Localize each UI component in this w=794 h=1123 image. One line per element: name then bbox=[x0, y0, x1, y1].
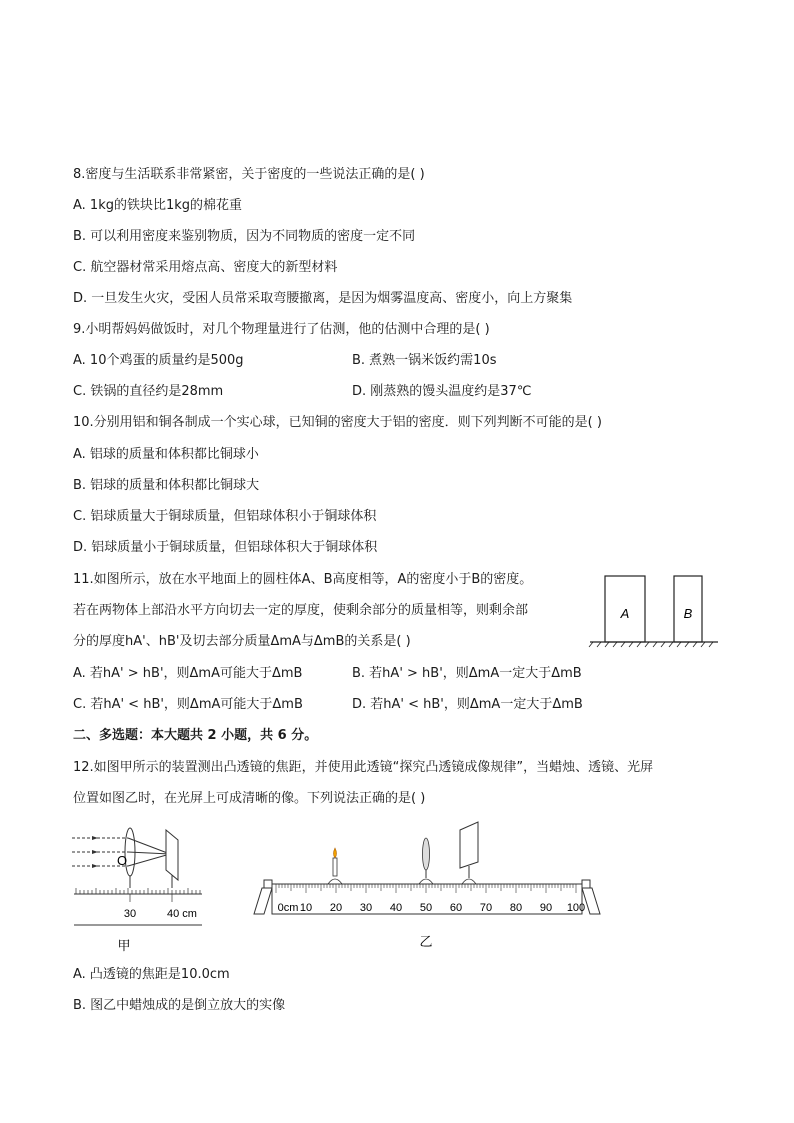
jia-tick-30: 30 bbox=[123, 908, 137, 920]
bench-tick-label: 80 bbox=[509, 902, 523, 914]
q10-option-a: A. 铝球的质量和体积都比铜球小 bbox=[73, 447, 259, 462]
q8-option-c: C. 航空器材常采用熔点高、密度大的新型材料 bbox=[73, 260, 338, 275]
bench-tick-label: 100 bbox=[566, 902, 586, 914]
q10-option-d: D. 铝球质量小于铜球质量，但铝球体积大于铜球体积 bbox=[73, 540, 378, 555]
q12-stem-line2: 位置如图乙时，在光屏上可成清晰的像。下列说法正确的是( ) bbox=[73, 791, 426, 806]
bench-tick-label: 60 bbox=[449, 902, 463, 914]
section-2-heading: 二、多选题：本大题共 2 小题，共 6 分。 bbox=[73, 728, 318, 743]
q9-option-c: C. 铁锅的直径约是28mm bbox=[73, 384, 224, 399]
jia-ruler bbox=[74, 888, 202, 902]
q12-stem-line1: 12.如图甲所示的装置测出凸透镜的焦距，并使用此透镜“探究凸透镜成像规律”，当蜡烛、透镜、光屏 bbox=[73, 760, 654, 775]
q8-option-a: A. 1kg的铁块比1kg的棉花重 bbox=[73, 198, 243, 213]
figure-jia bbox=[70, 822, 210, 957]
bench-tick-label: 20 bbox=[329, 902, 343, 914]
jia-tick-40: 40 cm bbox=[167, 908, 197, 920]
lens-center-label: O bbox=[117, 853, 128, 868]
bench-tick-label: 90 bbox=[539, 902, 553, 914]
cylinder-b-label: B bbox=[683, 606, 693, 621]
q11-option-c: C. 若hA' < hB'，则ΔmA可能大于ΔmB bbox=[73, 697, 303, 712]
q12-option-b: B. 图乙中蜡烛成的是倒立放大的实像 bbox=[73, 998, 286, 1013]
q8-option-b: B. 可以利用密度来鉴别物质，因为不同物质的密度一定不同 bbox=[73, 229, 416, 244]
q11-option-d: D. 若hA' < hB'，则ΔmA一定大于ΔmB bbox=[352, 697, 583, 712]
cylinder-a-label: A bbox=[620, 606, 630, 621]
q10-option-b: B. 铝球的质量和体积都比铜球大 bbox=[73, 478, 260, 493]
q11-stem-line2: 若在两物体上部沿水平方向切去一定的厚度，使剩余部分的质量相等，则剩余部 bbox=[73, 603, 529, 618]
q8-stem: 8.密度与生活联系非常紧密，关于密度的一些说法正确的是( ) bbox=[73, 167, 425, 182]
q10-option-c: C. 铝球质量大于铜球质量，但铝球体积小于铜球体积 bbox=[73, 509, 377, 524]
q11-stem-line1: 11.如图所示，放在水平地面上的圆柱体A、B高度相等，A的密度小于B的密度。 bbox=[73, 572, 533, 587]
q9-option-a: A. 10个鸡蛋的质量约是500g bbox=[73, 353, 244, 368]
q11-option-b: B. 若hA' > hB'，则ΔmA一定大于ΔmB bbox=[352, 666, 582, 681]
bench-tick-label: 30 bbox=[359, 902, 373, 914]
yi-caption: 乙 bbox=[419, 934, 433, 949]
jia-caption: 甲 bbox=[117, 938, 131, 953]
bench-left-leg bbox=[254, 880, 272, 914]
q11-stem-line3: 分的厚度hA'、hB'及切去部分质量ΔmA与ΔmB的关系是( ) bbox=[73, 634, 411, 649]
lens-on-bench bbox=[419, 838, 433, 884]
q11-cylinders-figure bbox=[585, 570, 725, 655]
q11-option-a: A. 若hA' > hB'，则ΔmA可能大于ΔmB bbox=[73, 666, 303, 681]
q9-option-b: B. 煮熟一锅米饭约需10s bbox=[352, 353, 497, 368]
bench-tick-label: 70 bbox=[479, 902, 493, 914]
bench-tick-label: 10 bbox=[299, 902, 313, 914]
q10-stem: 10.分别用铝和铜各制成一个实心球，已知铜的密度大于铝的密度．则下列判断不可能的是( ) bbox=[73, 415, 602, 430]
q9-stem: 9.小明帮妈妈做饭时，对几个物理量进行了估测，他的估测中合理的是( ) bbox=[73, 322, 490, 337]
light-screen bbox=[460, 822, 478, 884]
candle bbox=[328, 848, 342, 884]
q12-option-a: A. 凸透镜的焦距是10.0cm bbox=[73, 967, 230, 982]
bench-tick-label: 40 bbox=[389, 902, 403, 914]
figure-yi bbox=[248, 818, 608, 953]
q9-option-d: D. 刚蒸熟的馒头温度约是37℃ bbox=[352, 384, 532, 399]
bench-tick-label: 0cm bbox=[277, 902, 299, 914]
screen bbox=[166, 830, 178, 880]
ground-hatch bbox=[589, 642, 713, 647]
bench-tick-label: 50 bbox=[419, 902, 433, 914]
q8-option-d: D. 一旦发生火灾，受困人员常采取弯腰撤离，是因为烟雾温度高、密度小，向上方聚集 bbox=[73, 291, 573, 306]
